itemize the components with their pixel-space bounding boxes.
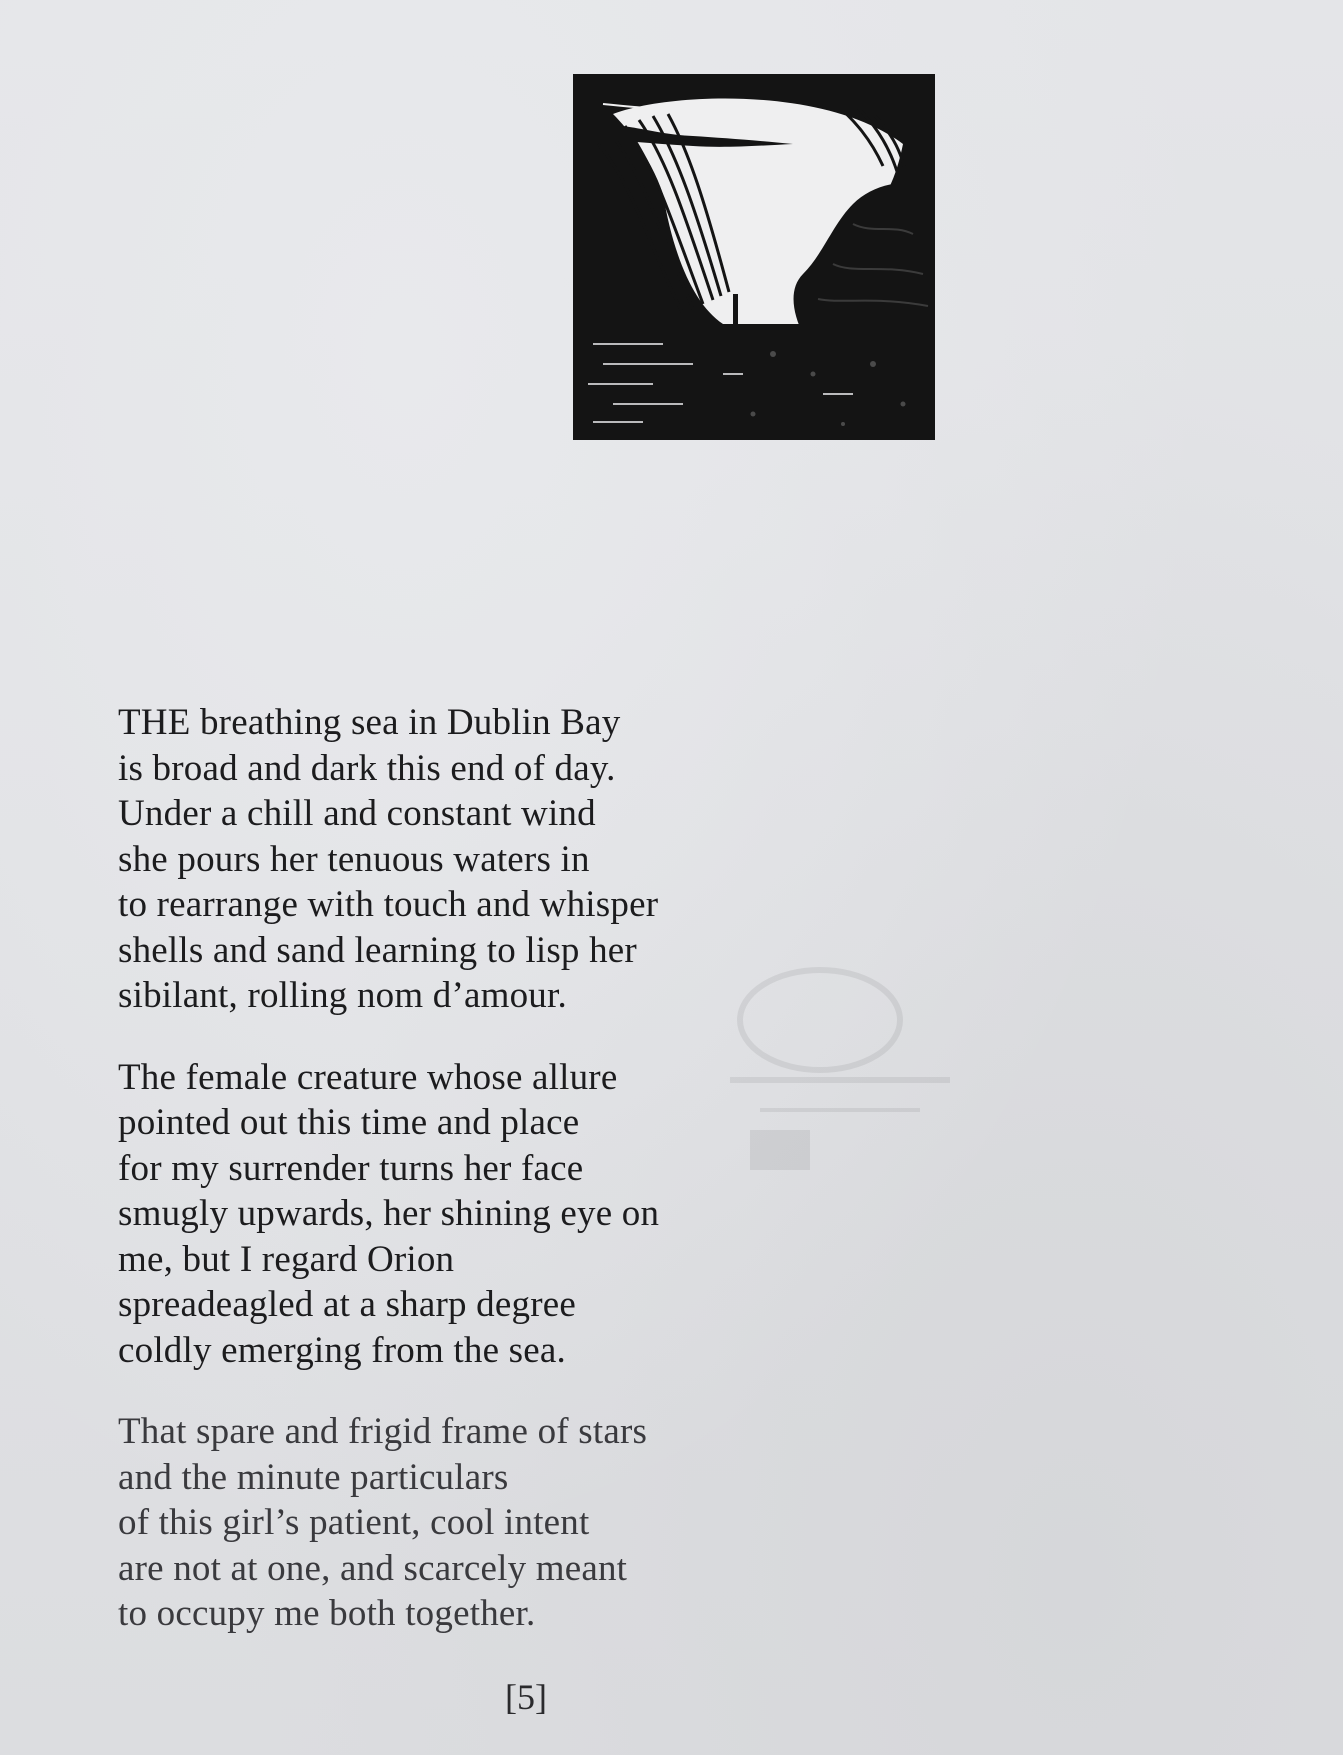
poem-line: spreadeagled at a sharp degree: [118, 1284, 576, 1325]
woodcut-illustration: [573, 74, 935, 440]
stanza: [118, 1055, 838, 1374]
poem-line: for my surrender turns her face: [118, 1147, 584, 1189]
poem-line: me, but I regard Orion: [118, 1238, 455, 1280]
poem-line: The female creature whose allure: [118, 1056, 618, 1098]
poem-line: coldly emerging from the sea.: [118, 1329, 566, 1371]
page-number: [5]: [505, 1677, 547, 1717]
poem-line: of this girl’s patient, cool intent: [118, 1502, 590, 1543]
poem-line: That spare and frigid frame of stars: [118, 1411, 648, 1452]
stanza: [118, 700, 838, 1019]
poem-line: to occupy me both together.: [118, 1593, 536, 1634]
poem-line: smugly upwards, her shining eye on: [118, 1193, 660, 1234]
stanza: [118, 1409, 838, 1637]
poem-line: to rearrange with touch and whisper: [118, 884, 659, 925]
poem-line: are not at one, and scarcely meant: [118, 1547, 628, 1589]
poem-line: THE breathing sea in Dublin Bay: [118, 702, 621, 743]
poem-line: and the minute particulars: [118, 1456, 509, 1498]
poem-line: pointed out this time and place: [118, 1102, 580, 1143]
poem-line: shells and sand learning to lisp her: [118, 929, 637, 971]
poem-line: is broad and dark this end of day.: [118, 747, 616, 789]
poem-line: sibilant, rolling nom d’amour.: [118, 975, 567, 1016]
poem: [118, 700, 838, 1673]
poem-line: she pours her tenuous waters in: [118, 838, 590, 880]
poem-line: Under a chill and constant wind: [118, 793, 596, 834]
